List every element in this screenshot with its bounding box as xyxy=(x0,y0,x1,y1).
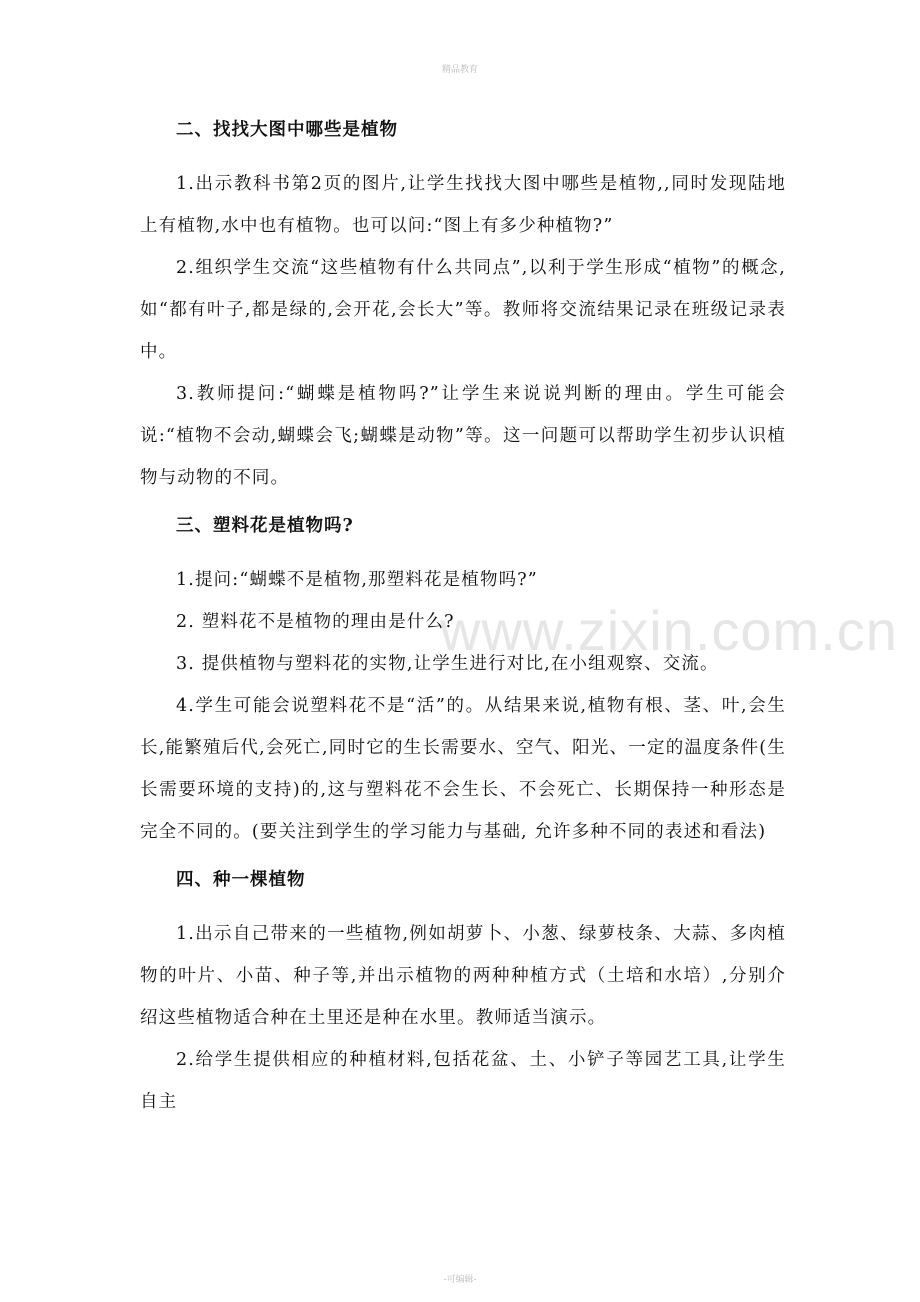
section-heading-2: 二、找找大图中哪些是植物 xyxy=(176,120,398,140)
paragraph: 1.出示教科书第2页的图片,让学生找找大图中哪些是植物,,同时发现陆地上有植物,水中也有植物。也可以问:“图上有多少种植物?” xyxy=(140,174,786,236)
paragraph: 2.给学生提供相应的种植材料,包括花盆、土、小铲子等园艺工具,让学生自主 xyxy=(140,1050,786,1112)
document-body xyxy=(140,118,786,1123)
paragraph: 2.组织学生交流“这些植物有什么共同点”,以利于学生形成“植物”的概念,如“都有叶子,都是绿的,会开花,会长大”等。教师将交流结果记录在班级记录表中。 xyxy=(140,258,786,362)
section-heading-4: 四、种一棵植物 xyxy=(176,870,306,890)
watermark: www.zixin.com.cn xyxy=(440,599,898,662)
paragraph: 1.出示自己带来的一些植物,例如胡萝卜、小葱、绿萝枝条、大蒜、多肉植物的叶片、小苗、种子等,并出示植物的两种种植方式（土培和水培）,分别介绍这些植物适合种在土里还是种在水里。教师适当演示。 xyxy=(140,924,786,1028)
paragraph: 3.教师提问:“蝴蝶是植物吗?”让学生来说说判断的理由。学生可能会说:“植物不会动,蝴蝶会飞;蝴蝶是动物”等。这一问题可以帮助学生初步认识植物与动物的不同。 xyxy=(140,384,786,488)
paragraph: 4.学生可能会说塑料花不是“活”的。从结果来说,植物有根、茎、叶,会生长,能繁殖后代,会死亡,同时它的生长需要水、空气、阳光、一定的温度条件(生长需要环境的支持)的,这与塑料花不会生长、不会死亡、长期保持一种形态是完全不同的。(要关注到学生的学习能力与基础, 允许多种不同的表述和看法) xyxy=(140,696,786,842)
paragraph: 3. 提供植物与塑料花的实物,让学生进行对比,在小组观察、交流。 xyxy=(176,654,719,674)
paragraph: 2. 塑料花不是植物的理由是什么? xyxy=(176,612,455,632)
page-footer-mark: -可编辑- xyxy=(443,1275,477,1285)
paragraph: 1.提问:“蝴蝶不是植物,那塑料花是植物吗?” xyxy=(176,570,538,590)
page-header-mark: 精品教育 xyxy=(441,65,478,75)
section-heading-3: 三、塑料花是植物吗? xyxy=(176,516,354,536)
